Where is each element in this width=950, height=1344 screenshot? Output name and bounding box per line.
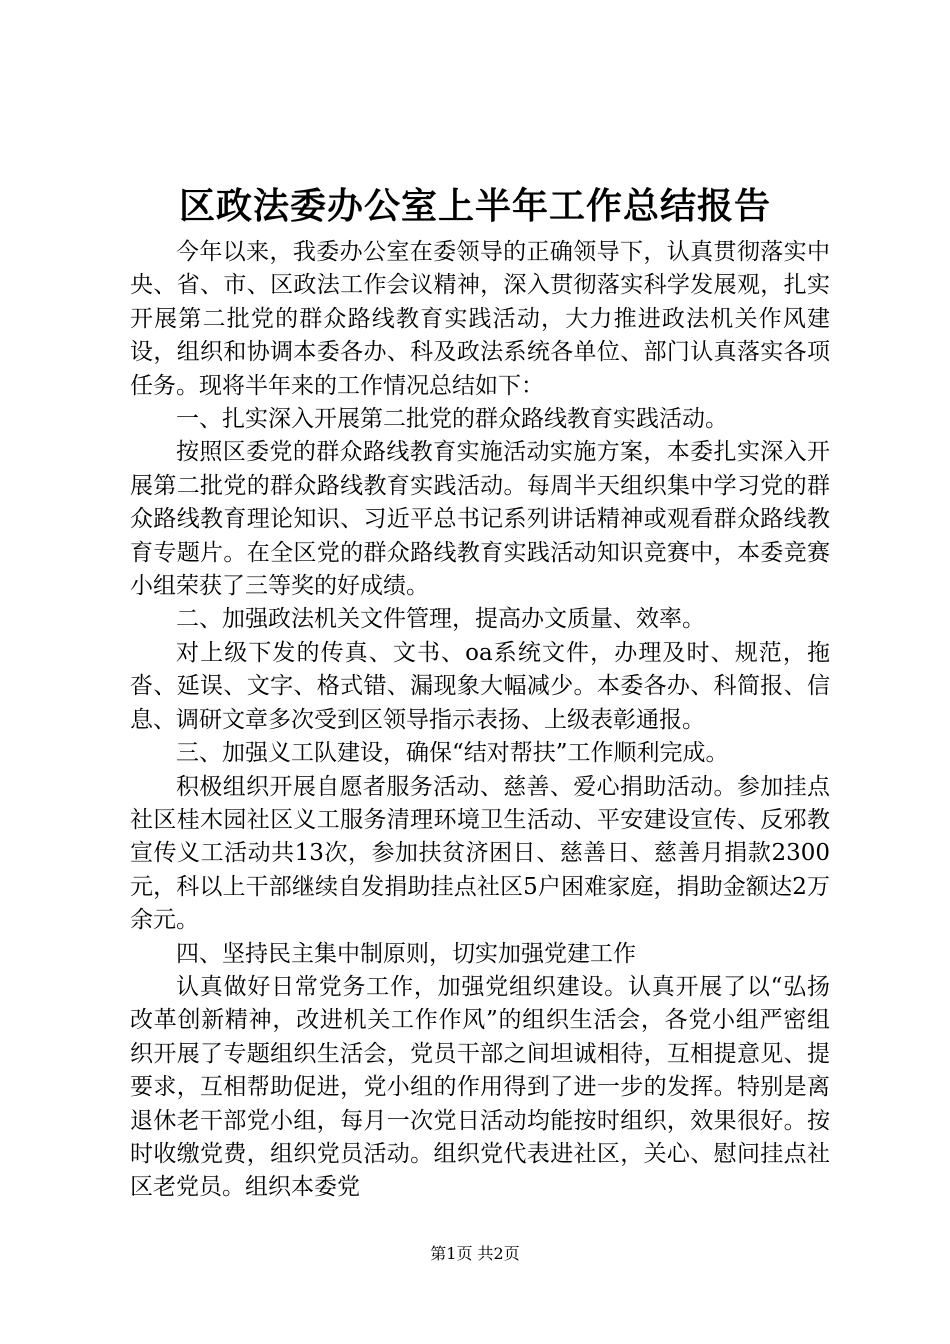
paragraph-section-2: 对上级下发的传真、文书、oa系统文件，办理及时、规范，拖沓、延误、文字、格式错、漏现象大幅减少。本委各办、科简报、信息、调研文章多次受到区领导指示表扬、上级表彰通报。: [130, 639, 830, 733]
section-heading-1: 一、扎实深入开展第二批党的群众路线教育实践活动。: [176, 406, 728, 433]
section-heading-4: 四、坚持民主集中制原则，切实加强党建工作: [176, 940, 636, 967]
paragraph-section-3: 积极组织开展自愿者服务活动、慈善、爱心捐助活动。参加挂点社区桂木园社区义工服务清理环境卫生活动、平安建设宣传、反邪教宣传义工活动共13次，参加扶贫济困日、慈善日、慈善月捐款2300元，科以上干部继续自发捐助挂点社区5户困难家庭，捐助金额达2万余元。: [130, 773, 830, 934]
document-body: [130, 236, 830, 1205]
section-heading-3: 三、加强义工队建设，确保“结对帮扶”工作顺利完成。: [176, 740, 729, 767]
paragraph-section-4: 认真做好日常党务工作，加强党组织建设。认真开展了以“弘扬改革创新精神，改进机关工作作风”的组织生活会，各党小组严密组织开展了专题组织生活会，党员干部之间坦诚相待，互相提意见、提要求，互相帮助促进，党小组的作用得到了进一步的发挥。特别是离退休老干部党小组，每月一次党日活动均能按时组织，效果很好。按时收缴党费，组织党员活动。组织党代表进社区，关心、慰问挂点社区老党员。组织本委党: [130, 973, 830, 1201]
paragraph-section-1: 按照区委党的群众路线教育实施活动实施方案，本委扎实深入开展第二批党的群众路线教育实践活动。每周半天组织集中学习党的群众路线教育理论知识、习近平总书记系列讲话精神或观看群众路线教育专题片。在全区党的群众路线教育实践活动知识竞赛中，本委竞赛小组荣获了三等奖的好成绩。: [130, 439, 830, 600]
document-title: 区政法委办公室上半年工作总结报告: [178, 185, 771, 227]
page-footer: 第1页 共2页: [430, 1244, 520, 1263]
paragraph-intro: 今年以来，我委办公室在委领导的正确领导下，认真贯彻落实中央、省、市、区政法工作会议精神，深入贯彻落实科学发展观，扎实开展第二批党的群众路线教育实践活动，大力推进政法机关作风建设，组织和协调本委各办、科及政法系统各单位、部门认真落实各项任务。现将半年来的工作情况总结如下：: [130, 239, 830, 399]
section-heading-2: 二、加强政法机关文件管理，提高办文质量、效率。: [176, 606, 705, 633]
